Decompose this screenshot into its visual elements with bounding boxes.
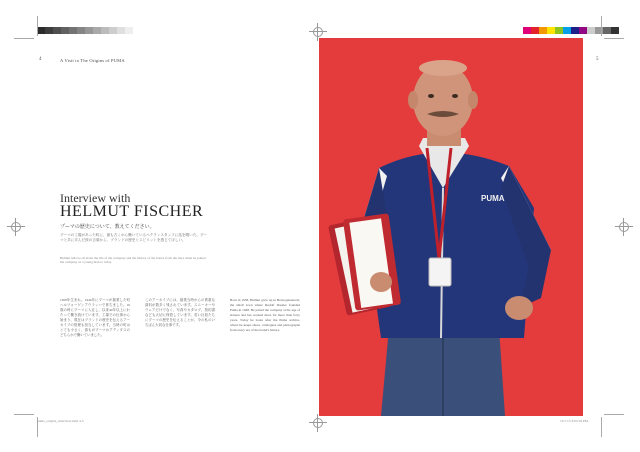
id-badge	[429, 258, 451, 286]
gray-swatch	[77, 27, 85, 34]
trim-mark	[37, 16, 38, 36]
gray-swatch	[85, 27, 93, 34]
registration-mark-bottom	[309, 414, 327, 432]
subtitle: プーマの歴史について、教えてください。	[60, 225, 155, 230]
folio-right: 5	[596, 57, 599, 62]
registration-mark-right	[615, 218, 633, 236]
trim-mark	[604, 414, 624, 415]
left-hand	[370, 272, 392, 292]
portrait-illustration	[319, 38, 583, 416]
color-swatch	[555, 27, 563, 34]
trim-mark	[14, 414, 34, 415]
puma-logo: PUMA	[481, 194, 505, 203]
body-column-2: このアーカイブには、創業当時からの貴重な資料が数多く残されています。スニーカーやウェアだけでなく、写真やカタログ、契約書なども大切に保管しています。若い社員たちにプーマの歴史を伝えることが、今の私のいちばん大切な仕事です。	[145, 298, 215, 327]
running-head: A Visit to The Origins of PUMA	[60, 58, 125, 63]
trim-mark	[601, 16, 602, 36]
trim-mark	[601, 417, 602, 437]
trim-mark	[604, 38, 624, 39]
gray-swatch	[117, 27, 125, 34]
gray-swatch	[125, 27, 133, 34]
color-swatch	[539, 27, 547, 34]
gray-swatch	[93, 27, 101, 34]
color-swatch	[587, 27, 595, 34]
gray-swatch	[109, 27, 117, 34]
color-swatch	[611, 27, 619, 34]
color-swatch	[571, 27, 579, 34]
gray-swatch	[101, 27, 109, 34]
binders	[328, 213, 401, 316]
folio-left: 4	[39, 57, 42, 62]
file-slug: puma_origins_interview.indd 4-5	[37, 419, 84, 423]
body-column-3: Born in 1958, Helmut grew up in Herzogenaurach, the small town where Rudolf Dassler founded Puma in 1948. He joined the company at the age of sixteen and has worked there for more than forty years. Today he looks after the Puma archive, where he keeps shoes, catalogues and photographs from every era of the brand's history.	[230, 298, 300, 332]
color-swatch	[523, 27, 531, 34]
color-swatch	[531, 27, 539, 34]
color-calibration-bar	[523, 27, 619, 34]
title-line-2: HELMUT FISCHER	[60, 203, 204, 220]
gray-swatch	[37, 27, 45, 34]
portrait-photo	[319, 38, 583, 416]
right-hand	[505, 296, 533, 320]
color-swatch	[579, 27, 587, 34]
gray-swatch	[69, 27, 77, 34]
registration-mark-left	[7, 218, 25, 236]
color-swatch	[547, 27, 555, 34]
color-swatch	[603, 27, 611, 34]
print-date: 10.7.13 4:05:16 PM	[560, 419, 589, 423]
lead-english: Helmut tells us all about the life of the company and the history of the brand, from the days when he joined the company as a young man to today.	[60, 256, 206, 265]
gray-swatch	[53, 27, 61, 34]
color-swatch	[563, 27, 571, 34]
gray-calibration-bar	[37, 27, 133, 34]
gray-swatch	[61, 27, 69, 34]
trim-mark	[14, 38, 34, 39]
title-line-1: Interview with	[60, 191, 131, 205]
lead-japanese: プーマの工場があった町に、最も古くから働いているベテランスタッフに話を聞いた。プーマと共に歩んだ彼の言葉から、ブランドの歴史とスピリットを感じてほしい。	[60, 233, 207, 243]
body-column-1: 1958年生まれ。1949年にプーマが創業した町ヘルツォーゲンアウラッハで育ちました。16歳の時にプーマに入社し、以来40年以上にわたって働き続けています。工場での仕事から始まり、現在はブランドの歴史を伝えるアーカイブの管理も担当しています。当時の町はとても小さく、誰もがプーマかアディダスのどちらかで働いていました。	[60, 298, 130, 337]
gray-swatch	[45, 27, 53, 34]
